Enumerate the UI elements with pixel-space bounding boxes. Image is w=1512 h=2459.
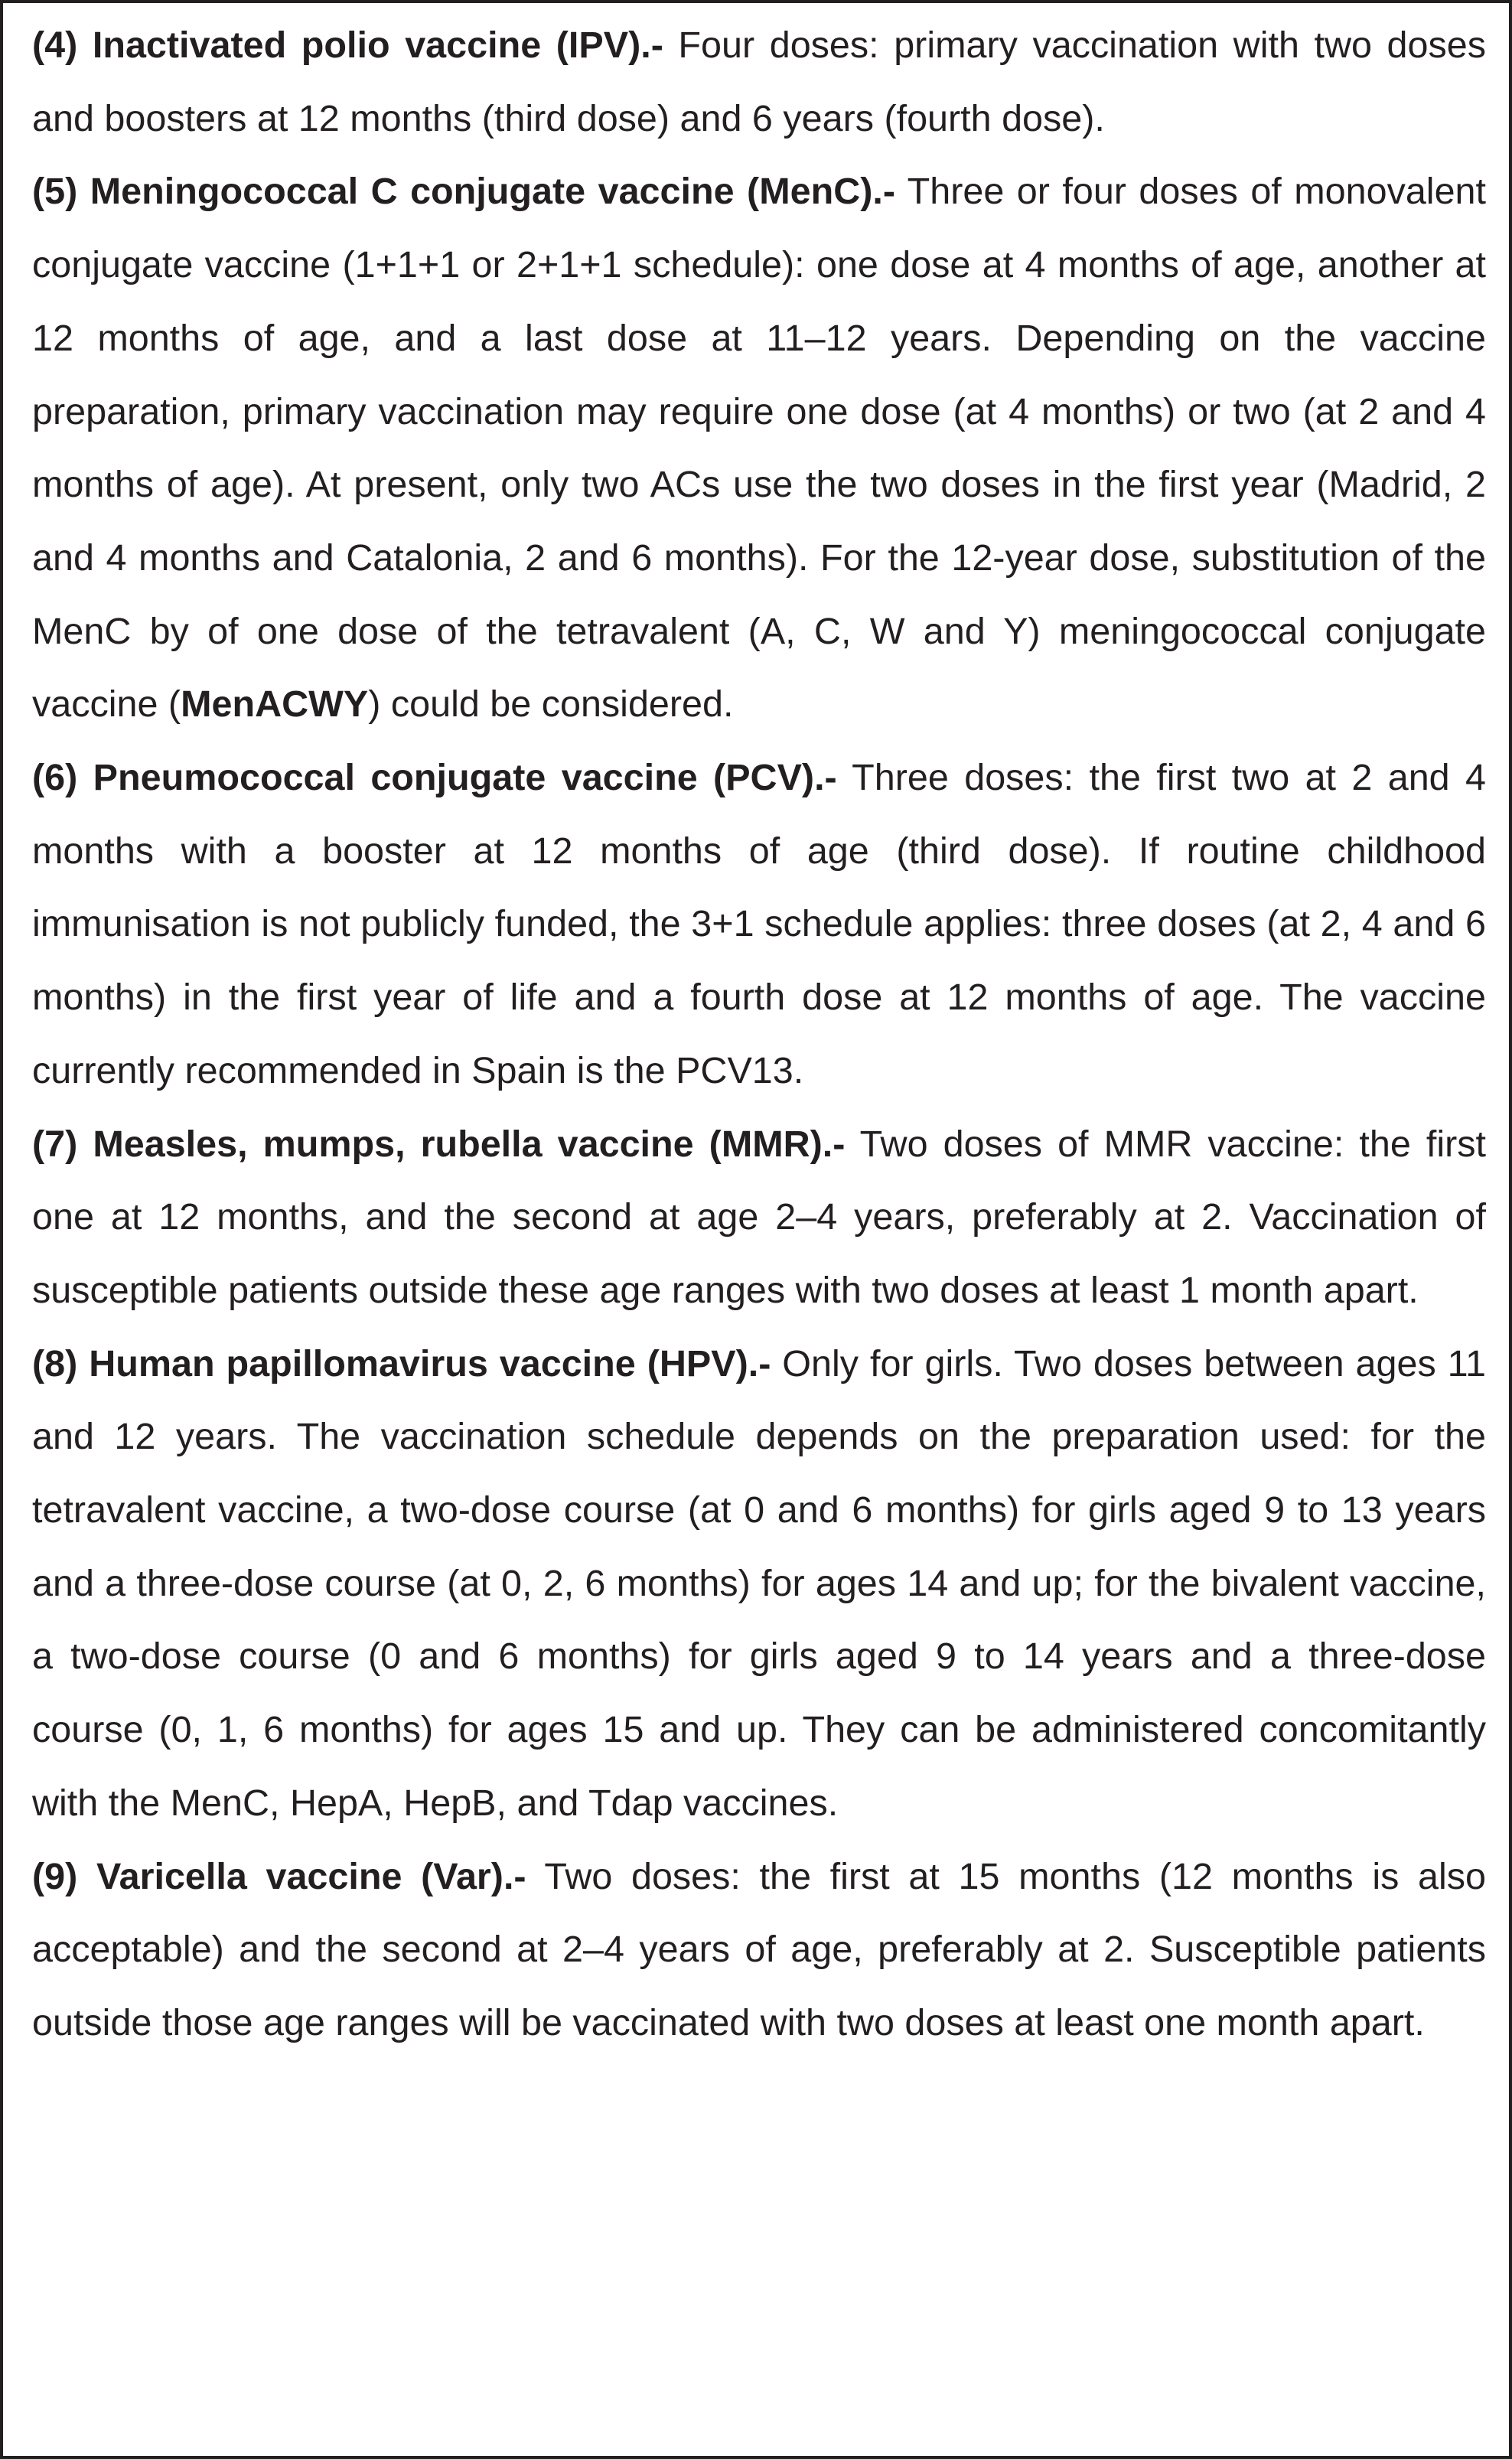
entry-pcv (32, 742, 1486, 1108)
entry-title: Varicella vaccine (Var).- (96, 1855, 526, 1897)
footnote-content (32, 9, 1486, 2060)
entry-body: Three doses: the first two at 2 and 4 months with a booster at 12 months of age (third dose). If routine childhood immunisation is not publicly funded, the 3+1 schedule applies: three doses (at 2, 4 and 6 months) in the first year of life and a fourth dose at 12 months of age. The vaccine currently recommended in Spain is the PCV13. (32, 757, 1486, 1091)
entry-title: Human papillomavirus vaccine (HPV).- (89, 1342, 771, 1384)
entry-number: (6) (32, 757, 78, 799)
entry-body: Two doses: the first at 15 months (12 months is also acceptable) and the second at 2–4 years of age, preferably at 2. Susceptible patients outside those age ranges will be vaccinated with two doses at least one month apart. (32, 1855, 1486, 2043)
entry-number: (9) (32, 1855, 78, 1897)
entry-varicella (32, 1841, 1486, 2060)
entry-title: Measles, mumps, rubella vaccine (MMR).- (93, 1123, 846, 1165)
entry-number: (5) (32, 171, 78, 213)
entry-body: Four doses: primary vaccination with two doses and boosters at 12 months (third dose) and 6 years (fourth dose). (32, 24, 1486, 139)
entry-body-end: ) could be considered. (368, 683, 734, 726)
entry-hpv (32, 1328, 1486, 1841)
entry-ipv (32, 9, 1486, 155)
entry-title: Meningococcal C conjugate vaccine (MenC).- (90, 171, 896, 213)
entry-number: (7) (32, 1123, 78, 1165)
entry-body: Only for girls. Two doses between ages 11 and 12 years. The vaccination schedule depends on the preparation used: for the tetravalent vaccine, a two-dose course (at 0 and 6 months) for girls aged 9 to 13 years and a three-dose course (at 0, 2, 6 months) for ages 14 and up; for the bivalent vaccine, a two-dose course (0 and 6 months) for girls aged 9 to 14 years and a three-dose course (0, 1, 6 months) for ages 15 and up. They can be administered concomitantly with the MenC, HepA, HepB, and Tdap vaccines. (32, 1342, 1486, 1824)
entry-bold-term: MenACWY (181, 683, 369, 726)
entry-body: Two doses of MMR vaccine: the first one at 12 months, and the second at age 2–4 years, preferably at 2. Vaccination of susceptible patients outside these age ranges with two doses at least 1 month apart. (32, 1123, 1486, 1311)
entry-number: (8) (32, 1342, 78, 1384)
entry-body: Three or four doses of monovalent conjugate vaccine (1+1+1 or 2+1+1 schedule): one dose at 4 months of age, another at 12 months of age, and a last dose at 11–12 years. Depending on the vaccine preparation, primary vaccination may require one dose (at 4 months) or two (at 2 and 4 months of age). At present, only two ACs use the two doses in the first year (Madrid, 2 and 4 months and Catalonia, 2 and 6 months). For the 12-year dose, substitution of the MenC by of one dose of the tetravalent (A, C, W and Y) meningococcal conjugate vaccine ( (32, 171, 1486, 726)
entry-menc (32, 155, 1486, 742)
entry-mmr (32, 1108, 1486, 1328)
entry-title: Inactivated polio vaccine (IPV).- (92, 24, 663, 66)
entry-number: (4) (32, 24, 78, 66)
entry-title: Pneumococcal conjugate vaccine (PCV).- (93, 757, 837, 799)
